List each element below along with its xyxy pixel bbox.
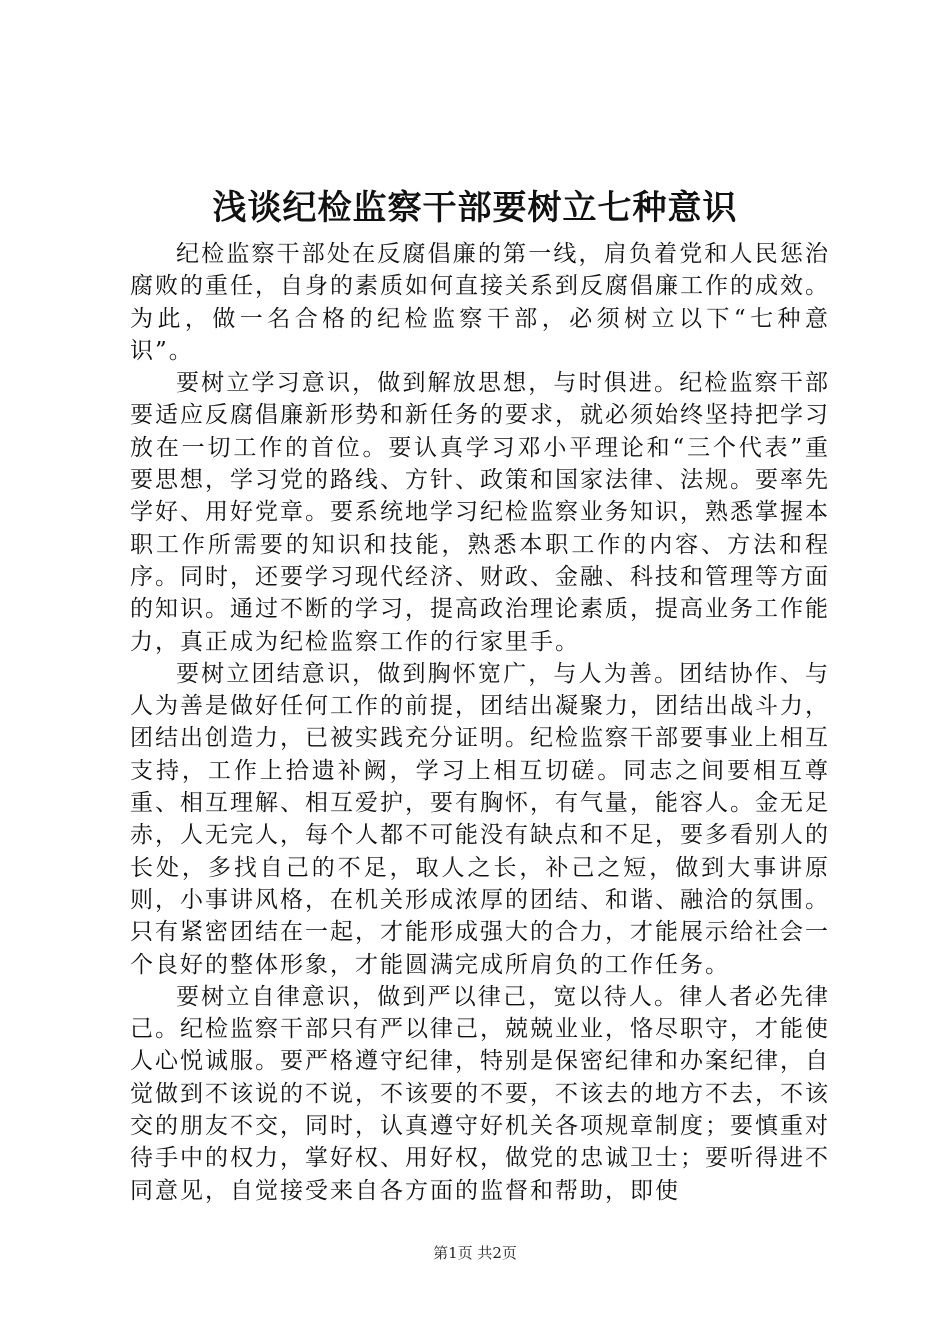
page-footer: 第1页 共2页 xyxy=(433,1244,517,1262)
document-body xyxy=(130,238,830,1207)
paragraph-self-discipline: 要树立自律意识，做到严以律己，宽以待人。律人者必先律己。纪检监察干部只有严以律己，兢兢业业，恪尽职守，才能使人心悦诚服。要严格遵守纪律，特别是保密纪律和办案纪律，自觉做到不该说的不说，不该要的不要，不该去的地方不去，不该交的朋友不交，同时，认真遵守好机关各项规章制度；要慎重对待手中的权力，掌好权、用好权，做党的忠诚卫士；要听得进不同意见，自觉接受来自各方面的监督和帮助，即使 xyxy=(130,983,830,1204)
paragraph-unity: 要树立团结意识，做到胸怀宽广，与人为善。团结协作、与人为善是做好任何工作的前提，团结出凝聚力，团结出战斗力，团结出创造力，已被实践充分证明。纪检监察干部要事业上相互支持，工作上拾遗补阙，学习上相互切磋。同志之间要相互尊重、相互理解、相互爱护，要有胸怀，有气量，能容人。金无足赤，人无完人，每个人都不可能没有缺点和不足，要多看别人的长处，多找自己的不足，取人之长，补己之短，做到大事讲原则，小事讲风格，在机关形成浓厚的团结、和谐、融洽的氛围。只有紧密团结在一起，才能形成强大的合力，才能展示给社会一个良好的整体形象，才能圆满完成所肩负的工作任务。 xyxy=(130,660,830,978)
paragraph-intro: 纪检监察干部处在反腐倡廉的第一线，肩负着党和人民惩治腐败的重任，自身的素质如何直接关系到反腐倡廉工作的成效。为此，做一名合格的纪检监察干部，必须树立以下“七种意识”。 xyxy=(130,241,830,364)
paragraph-learning: 要树立学习意识，做到解放思想，与时俱进。纪检监察干部要适应反腐倡廉新形势和新任务的要求，就必须始终坚持把学习放在一切工作的首位。要认真学习邓小平理论和“三个代表”重要思想，学习党的路线、方针、政策和国家法律、法规。要率先学好、用好党章。要系统地学习纪检监察业务知识，熟悉掌握本职工作所需要的知识和技能，熟悉本职工作的内容、方法和程序。同时，还要学习现代经济、财政、金融、科技和管理等方面的知识。通过不断的学习，提高政治理论素质，提高业务工作能力，真正成为纪检监察工作的行家里手。 xyxy=(130,370,830,655)
document-title: 浅谈纪检监察干部要树立七种意识 xyxy=(212,188,738,228)
